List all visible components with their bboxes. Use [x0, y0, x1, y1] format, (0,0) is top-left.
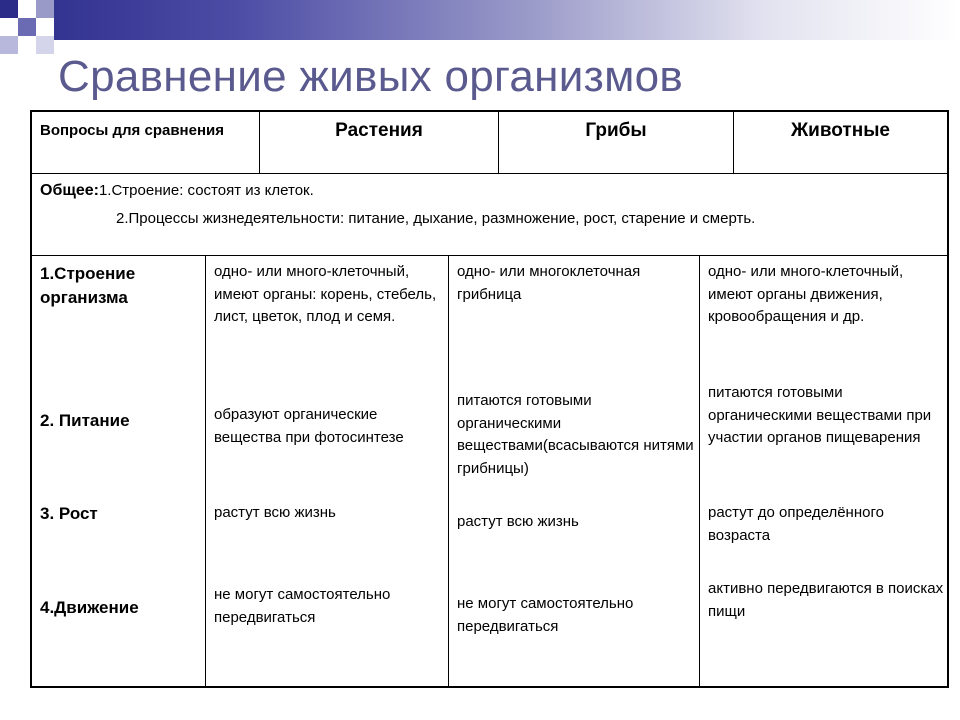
row-label-growth: 3. Рост — [40, 504, 98, 523]
animals-growth: растут до определённого возраста — [708, 504, 884, 544]
comparison-table — [30, 110, 949, 688]
common-line-1 — [40, 180, 930, 202]
common-label: Общее: — [40, 182, 99, 199]
common-item-1: 1.Строение: состоят из клеток. — [98, 182, 314, 199]
row-label-nutrition: 2. Питание — [40, 411, 130, 430]
animals-structure: одно- или много-клеточный, имеют органы движения, кровообращения и др. — [708, 263, 904, 325]
header-animals: Животные — [791, 120, 890, 141]
header-questions: Вопросы для сравнения — [40, 122, 224, 139]
row-label-movement: 4.Движение — [40, 598, 139, 617]
plants-structure: одно- или много-клеточный, имеют органы: корень, стебель, лист, цветок, плод и семя. — [214, 263, 437, 325]
animals-movement: активно передвигаются в поисках пищи — [708, 580, 944, 620]
slide-title: Сравнение живых организмов — [58, 52, 684, 101]
common-item-2: 2.Процессы жизнедеятельности: питание, дыхание, размножение, рост, старение и смерть. — [116, 210, 756, 227]
plants-nutrition: образуют органические вещества при фотосинтезе — [214, 406, 404, 446]
plants-growth: растут всю жизнь — [214, 504, 336, 521]
top-gradient-bar — [0, 0, 960, 40]
fungi-nutrition: питаются готовыми органическими веществами(всасываются нитями грибницы) — [457, 392, 694, 477]
plants-movement: не могут самостоятельно передвигаться — [214, 586, 391, 626]
header-divider — [32, 173, 947, 174]
body-col-divider-1 — [205, 255, 206, 686]
decorative-squares — [0, 0, 80, 60]
common-divider — [32, 255, 947, 256]
header-plants: Растения — [335, 120, 423, 141]
fungi-growth: растут всю жизнь — [457, 513, 579, 530]
header-fungi: Грибы — [585, 120, 647, 141]
fungi-structure: одно- или многоклеточная грибница — [457, 263, 641, 303]
body-col-divider-3 — [699, 255, 700, 686]
row-label-structure: 1.Строение организма — [40, 264, 136, 307]
animals-nutrition: питаются готовыми органическими веществами при участии органов пищеварения — [708, 384, 932, 446]
body-col-divider-2 — [448, 255, 449, 686]
fungi-movement: не могут самостоятельно передвигаться — [457, 595, 634, 635]
